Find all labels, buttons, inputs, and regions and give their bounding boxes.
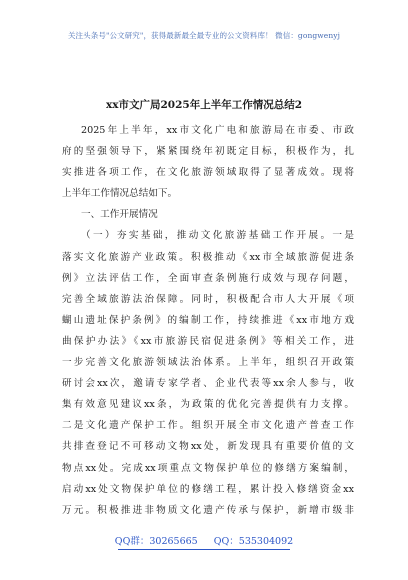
body-line: 曲保护办法》《xx市旅游民宿促进条例》等相关工作，进 <box>62 335 354 347</box>
body-line: 启动xx处文物保护单位的修缮工程，累计投入修缮资金xx <box>62 483 354 495</box>
body-line: 蝴山遗址保护条例》的编制工作，持续推进《xx市地方戏 <box>62 314 354 326</box>
section-heading: 一、工作开展情况 <box>81 209 158 221</box>
document-body <box>62 120 354 521</box>
footer-underline <box>118 549 290 550</box>
body-line: 实推进各项工作，在文化旅游领域取得了显著成效。现将 <box>62 167 354 179</box>
body-line: 完善全域旅游法治保障。同时，积极配合市人大开展《项 <box>62 293 354 305</box>
body-line: 一步完善文化旅游领域法治体系。上半年，组织召开政策 <box>62 357 354 369</box>
body-line: 集有效意见建议xx条，为政策的优化完善提供有力支撑。 <box>62 399 354 411</box>
footer-contact <box>0 533 408 547</box>
body-line: 共排查登记不可移动文物xx处，新发现具有重要价值的文 <box>62 441 354 453</box>
body-line: （一）夯实基础，推动文化旅游基础工作开展。一是 <box>81 230 354 242</box>
body-line: 二是文化遗产保护工作。组织开展全市文化遗产普查工作 <box>62 420 354 432</box>
body-line: 万元。积极推进非物质文化遗产传承与保护，新增市级非 <box>62 504 354 516</box>
body-line: 物点xx处。完成xx项重点文物保护单位的修缮方案编制， <box>62 462 354 474</box>
body-line: 府的坚强领导下，紧紧围绕年初既定目标，积极作为，扎 <box>62 146 354 158</box>
qq-number-text: QQ：535304092 <box>213 536 294 547</box>
body-line: 研讨会xx次，邀请专家学者、企业代表等xx余人参与，收 <box>62 378 354 390</box>
body-line: 落实文化旅游产业政策。积极推动《xx市全域旅游促进条 <box>62 251 354 263</box>
body-line: 上半年工作情况总结如下。 <box>62 188 178 200</box>
body-line: 例》立法评估工作，全面审查条例施行成效与现存问题， <box>62 272 354 284</box>
body-line: 2025年上半年，xx市文化广电和旅游局在市委、市政 <box>81 125 354 136</box>
qq-group-text: QQ群：30265665 <box>114 536 198 547</box>
document-title: xx市文广局2025年上半年工作情况总结2 <box>105 99 303 111</box>
header-banner: 关注头条号"公文研究"，获得最新最全最专业的公文资料库！ 微信：gongwenyj <box>67 31 341 40</box>
